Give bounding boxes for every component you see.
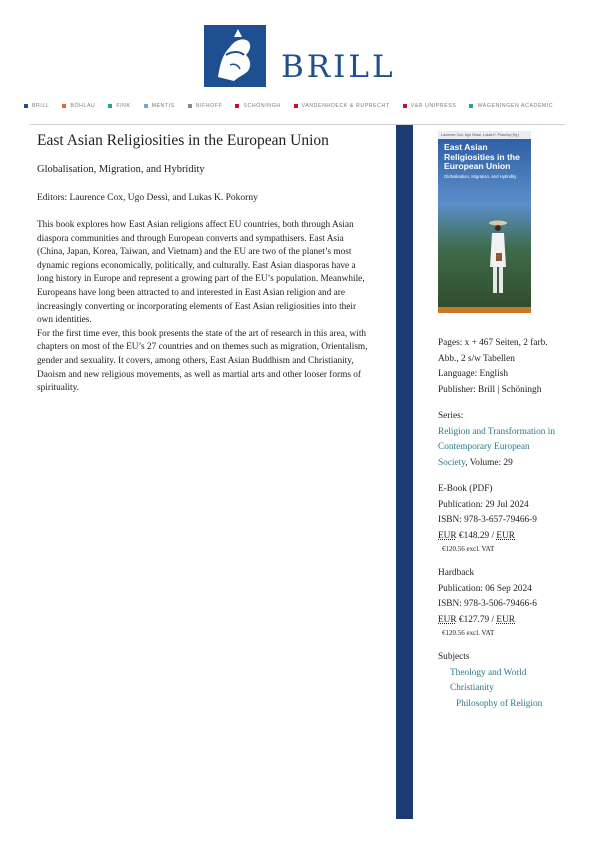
imprint-color-square-icon [235,104,239,108]
cover-figure-image [488,219,508,297]
imprint-label: SCHÖNINGH [243,103,281,109]
subject-link[interactable]: Theology and World Christianity [450,667,527,693]
imprint-item[interactable] [294,103,390,109]
imprint-list [24,101,579,111]
imprint-label: NIFHOFF [195,103,223,109]
imprint-color-square-icon [108,104,112,108]
currency-abbr: EUR [496,530,515,541]
imprint-color-square-icon [62,104,66,108]
header-divider [30,124,565,125]
brill-logo-text: BRILL [281,49,396,85]
imprint-item[interactable] [403,103,457,109]
hardback-price: €127.79 / [456,614,497,625]
brill-logo-emblem [204,25,266,87]
currency-abbr: EUR [496,614,515,625]
series-block [438,409,558,471]
hardback-block [438,566,558,639]
imprint-item[interactable] [24,103,49,109]
ebook-isbn: ISBN: 978-3-657-79466-9 [438,515,537,525]
cover-bottom-band [438,307,531,313]
series-volume: , Volume: 29 [465,457,513,468]
language-info: Language: English [438,369,508,379]
cover-subtitle: Globalisation, Migration, and Hybridity [444,174,517,179]
ebook-publication: Publication: 29 Jul 2024 [438,499,529,510]
description-paragraph: For the first time ever, this book presents the state of the art of research in this area, with chapters on most of the EU’s 27 countries and on themes such as migration, Orientalism, gender and sexuality. It covers, among others, East Asian Buddhism and Christianity, Daoism and new religious movements, as well as martial arts and other looser forms of spirituality. [37,328,368,394]
series-label: Series: [438,411,464,421]
book-cover [438,131,531,313]
imprint-label: BRILL [32,103,50,109]
imprint-label: BÖHLAU [70,103,96,109]
book-subtitle: Globalisation, Migration, and Hybridity [37,164,205,175]
cover-editors: Laurence Cox, Ugo Dessì, Lukas K. Pokorny (Hg.) [438,131,531,139]
imprint-color-square-icon [24,104,28,108]
publisher-info: Publisher: Brill | Schöningh [438,384,542,395]
hardback-publication: Publication: 06 Sep 2024 [438,583,532,594]
imprint-label: MENTIS [151,103,175,109]
book-editors: Editors: Laurence Cox, Ugo Dessì, and Lukas K. Pokorny [37,193,258,203]
athena-helmet-icon [204,25,266,87]
hardback-isbn: ISBN: 978-3-506-79466-6 [438,599,537,609]
imprint-item[interactable] [235,103,280,109]
book-title: East Asian Religiosities in the European Union [37,132,329,149]
ebook-block [438,482,558,555]
pages-info: Pages: x + 467 Seiten, 2 farb. Abb., 2 s/w Tabellen [438,338,548,364]
currency-abbr: EUR [438,530,457,541]
vertical-accent-bar [396,125,413,819]
imprint-color-square-icon [294,104,298,108]
imprint-item[interactable] [469,103,553,109]
book-metadata [438,336,558,712]
cover-title: East Asian Religiosities in the European Union [444,142,520,172]
subject-link[interactable]: Philosophy of Religion [456,698,543,709]
imprint-label: VANDENHOECK & RUPRECHT [301,103,390,109]
currency-abbr: EUR [438,614,457,625]
ebook-price-excl-vat: €120.56 excl. VAT [442,545,495,553]
imprint-label: WAGENINGEN ACADEMIC [477,103,554,109]
imprint-label: V&R UNIPRESS [410,103,457,109]
imprint-item[interactable] [144,103,175,109]
imprint-color-square-icon [144,104,148,108]
imprint-label: FINK [116,103,131,109]
series-link[interactable]: Religion and Transformation in Contemporary European Society [438,426,555,468]
ebook-price: €148.29 / [456,530,497,541]
book-description [37,219,373,396]
imprint-item[interactable] [62,103,95,109]
subjects-block [438,650,558,712]
hardback-price-excl-vat: €120.56 excl. VAT [442,629,495,637]
imprint-color-square-icon [188,104,192,108]
description-paragraph: This book explores how East Asian religions affect EU countries, both through Asian diaspora communities and through European converts and sympathisers. East Asia (China, Japan, Korea, Taiwan, and Vietnam) and the EU are two of the planet’s most dynamic regions economically, politically, and culturally. East Asian diasporas have a long history in Europe and represent a growing part of the EU’s population. Meanwhile, Europeans have long been attracted to and interested in East Asian religion and are increasingly converting or incorporating elements of East Asian religiosities into their own identities. [37,220,365,326]
subjects-label: Subjects [438,652,470,662]
imprint-color-square-icon [469,104,473,108]
imprint-color-square-icon [403,104,407,108]
imprint-item[interactable] [188,103,223,109]
imprint-item[interactable] [108,103,130,109]
ebook-format: E-Book (PDF) [438,484,493,494]
hardback-format: Hardback [438,568,475,578]
